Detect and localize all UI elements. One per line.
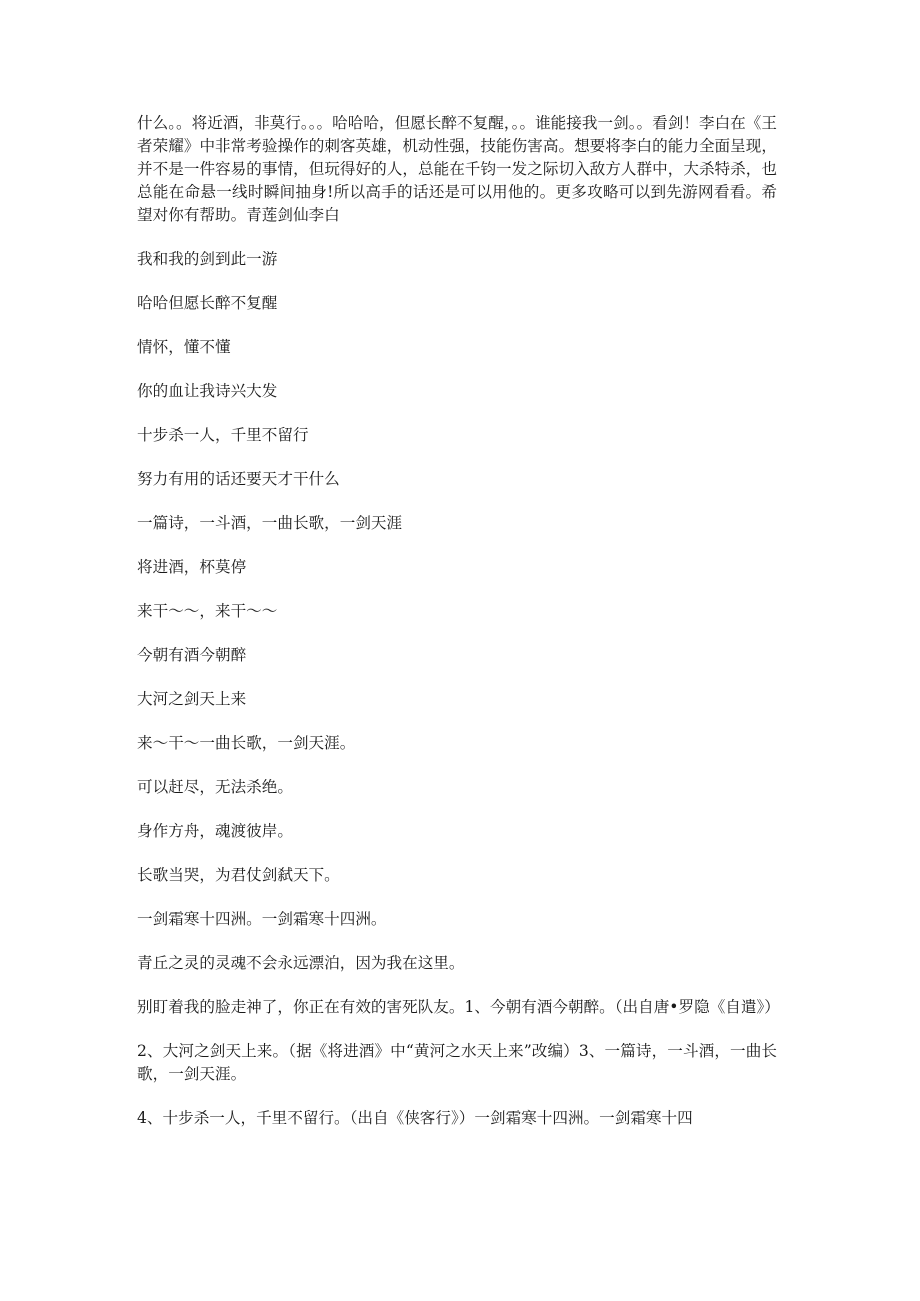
quote-line: 青丘之灵的灵魂不会永远漂泊，因为我在这里。 bbox=[137, 954, 465, 972]
quote-line: 我和我的剑到此一游 bbox=[137, 250, 278, 268]
quote-line: 大河之剑天上来 bbox=[137, 690, 247, 708]
quote-line: 长歌当哭，为君仗剑弑天下。 bbox=[137, 866, 340, 884]
quote-line: 哈哈但愿长醉不复醒 bbox=[137, 294, 278, 312]
quote-line: 一篇诗，一斗酒，一曲长歌，一剑天涯 bbox=[137, 514, 403, 532]
quote-line: 身作方舟，魂渡彼岸。 bbox=[137, 822, 293, 840]
quote-line: 一剑霜寒十四洲。一剑霜寒十四洲。 bbox=[137, 910, 387, 928]
quote-line: 今朝有酒今朝醉 bbox=[137, 646, 247, 664]
intro-paragraph: 什么。。将近酒，非莫行。。。哈哈哈，但愿长醉不复醒，。。谁能接我一剑。。看剑！李白在《王者荣耀》中非常考验操作的刺客英雄，机动性强，技能伤害高。想要将李白的能力全面呈现，并不是一件容易的事情，但玩得好的人，总能在千钧一发之际切入敌方人群中，大杀特杀，也总能在命悬一线时瞬间抽身!所以高手的话还是可以用他的。更多攻略可以到先游网看看。希望对你有帮助。青莲剑仙李白 bbox=[137, 114, 777, 224]
quote-line: 你的血让我诗兴大发 bbox=[137, 382, 278, 400]
quote-line: 来干～～，来干～～ bbox=[137, 602, 278, 620]
body-paragraph: 4、十步杀一人，千里不留行。（出自《侠客行》）一剑霜寒十四洲。一剑霜寒十四 bbox=[137, 1109, 693, 1127]
quote-line: 情怀，懂不懂 bbox=[137, 338, 231, 356]
document-page bbox=[137, 112, 780, 1151]
quote-line: 将进酒，杯莫停 bbox=[137, 558, 247, 576]
body-paragraph: 2、大河之剑天上来。（据《将进酒》中“黄河之水天上来”改编）3、一篇诗，一斗酒，一曲长歌，一剑天涯。 bbox=[137, 1042, 777, 1083]
quote-line: 可以赶尽，无法杀绝。 bbox=[137, 778, 293, 796]
body-paragraph: 别盯着我的脸走神了，你正在有效的害死队友。1、今朝有酒今朝醉。（出自唐•罗隐《自遣》） bbox=[137, 998, 780, 1016]
quote-line: 十步杀一人，千里不留行 bbox=[137, 426, 309, 444]
quote-line: 来～干～一曲长歌，一剑天涯。 bbox=[137, 734, 356, 752]
quote-line: 努力有用的话还要天才干什么 bbox=[137, 470, 340, 488]
